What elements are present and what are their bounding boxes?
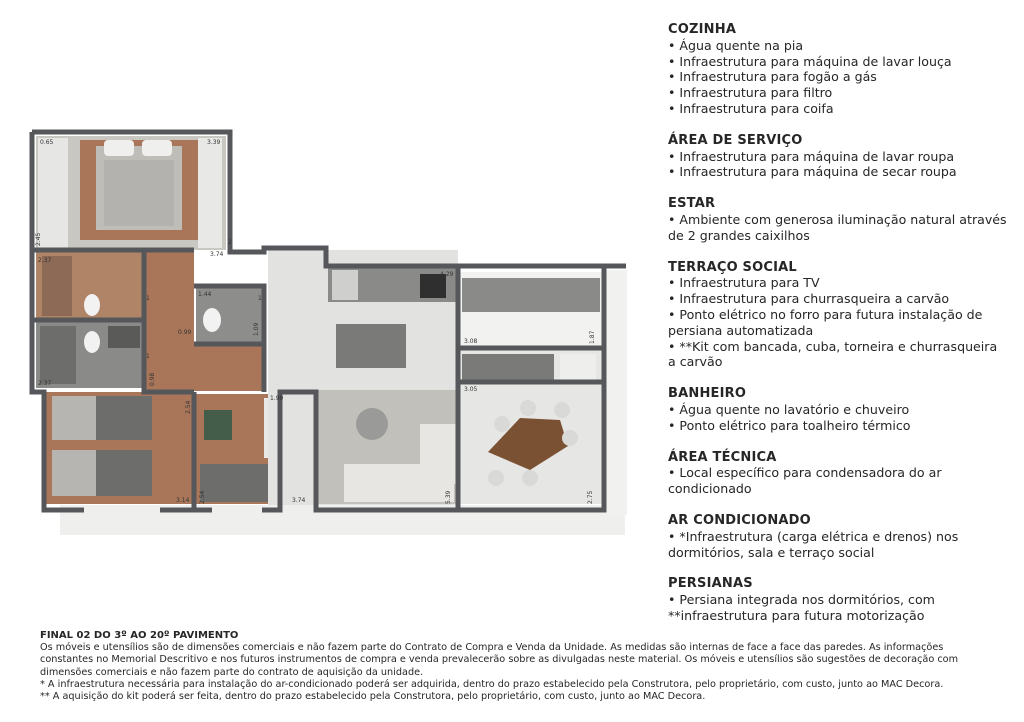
footer-title: FINAL 02 DO 3º AO 20º PAVIMENTO bbox=[40, 630, 239, 641]
section-title: COZINHA bbox=[668, 22, 737, 37]
feature-section bbox=[668, 260, 1008, 371]
section-title: ÁREA DE SERVIÇO bbox=[668, 132, 803, 148]
toilet-3 bbox=[203, 308, 221, 332]
floor-plan bbox=[0, 0, 640, 540]
feature-section bbox=[668, 513, 1008, 560]
section-title: ÁREA TÉCNICA bbox=[668, 449, 777, 465]
dim-label: 3.39 bbox=[207, 139, 221, 146]
toilet-2 bbox=[84, 331, 100, 353]
dim-label: 1.09 bbox=[253, 322, 260, 336]
dim-label: 2.54 bbox=[185, 400, 192, 414]
feature-item: • **Kit com bancada, cuba, torneira e churrasqueira a carvão bbox=[668, 338, 998, 370]
features-list bbox=[668, 22, 1008, 640]
bed-2b-blanket bbox=[96, 450, 152, 496]
pillow-left bbox=[104, 140, 134, 156]
feature-item: • Local específico para condensadora do ar condicionado bbox=[668, 465, 942, 497]
suite-bed-blanket bbox=[104, 160, 174, 226]
dim-label: 3.74 bbox=[292, 497, 306, 504]
chair-5 bbox=[522, 470, 538, 486]
chair-4 bbox=[562, 430, 578, 446]
chair-1 bbox=[494, 416, 510, 432]
coffee-table bbox=[356, 408, 388, 440]
dim-label: 3.08 bbox=[464, 338, 478, 345]
kitchen-island bbox=[336, 324, 406, 368]
footer-line: * A infraestrutura necessária para instalação do ar-condicionado poderá ser adquirida, dentro do prazo estabelecido pela Construtora, pelo proprietário, com custo, junto ao MAC Decora. bbox=[40, 678, 944, 690]
feature-item: • Persiana integrada nos dormitórios, com **infraestrutura para futura motorização bbox=[668, 592, 935, 623]
feature-item: • Ponto elétrico no forro para futura instalação de persiana automatizada bbox=[668, 306, 983, 338]
dim-label: 2 bbox=[228, 239, 232, 246]
bbq bbox=[560, 354, 596, 380]
footer-notes bbox=[40, 630, 1010, 703]
chair-2 bbox=[520, 400, 536, 416]
dim-label: 0.65 bbox=[40, 139, 54, 146]
feature-item: • Água quente na pia bbox=[668, 37, 804, 53]
dim-label: 3.05 bbox=[464, 386, 478, 393]
suite-closet bbox=[38, 138, 68, 258]
pillow-right bbox=[142, 140, 172, 156]
dim-label: 1.99 bbox=[270, 395, 284, 402]
dim-label: 0.98 bbox=[149, 372, 156, 386]
dim-label: 2.37 bbox=[38, 380, 52, 387]
dim-label: 2.54 bbox=[199, 490, 206, 504]
feature-section bbox=[668, 576, 1008, 623]
feature-item: • Infraestrutura para churrasqueira a carvão bbox=[668, 291, 950, 307]
desk-chair bbox=[204, 410, 232, 440]
feature-section bbox=[668, 450, 1008, 497]
toilet-1 bbox=[84, 294, 100, 316]
dim-label: 5.39 bbox=[445, 490, 452, 504]
feature-item: • Infraestrutura para máquina de lavar roupa bbox=[668, 148, 955, 164]
dim-label: 1.87 bbox=[589, 330, 596, 344]
dim-label: 4.29 bbox=[440, 271, 454, 278]
section-title: TERRAÇO SOCIAL bbox=[668, 259, 797, 275]
dim-label: 0.99 bbox=[178, 329, 192, 336]
footer-line: Os móveis e utensílios são de dimensões comerciais e não fazem parte do Contrato de Compra e Venda da Unidade. As medidas são internas de face a face das paredes. As informações bbox=[40, 642, 944, 654]
section-title: AR CONDICIONADO bbox=[668, 512, 811, 528]
feature-item: • Ponto elétrico para toalheiro térmico bbox=[668, 417, 911, 433]
dim-label: 1 bbox=[258, 295, 262, 302]
dim-label: 1.44 bbox=[198, 291, 212, 298]
section-title: ESTAR bbox=[668, 196, 716, 212]
feature-section bbox=[668, 133, 1008, 180]
section-title: PERSIANAS bbox=[668, 576, 753, 592]
feature-section bbox=[668, 22, 1008, 117]
feature-section bbox=[668, 386, 1008, 433]
service-counter bbox=[462, 278, 600, 312]
feature-item: • *Infraestrutura (carga elétrica e drenos) nos dormitórios, sala e terraço social bbox=[668, 528, 959, 560]
feature-section bbox=[668, 196, 1008, 243]
dim-label: 2.37 bbox=[38, 257, 52, 264]
hallway-lower bbox=[146, 345, 264, 391]
feature-item: • Infraestrutura para filtro bbox=[668, 85, 833, 101]
section-title: BANHEIRO bbox=[668, 386, 747, 402]
bed-2a-blanket bbox=[96, 396, 152, 440]
dim-label: 2.45 bbox=[35, 232, 42, 246]
footer-line: constantes no Memorial Descritivo e nos futuros instrumentos de compra e venda prevalecerão sobre as divulgadas neste material. Os móveis e utensílios são sugestões de decoração com bbox=[40, 654, 959, 666]
bathroom-2-shower bbox=[40, 326, 76, 384]
sink-2 bbox=[108, 326, 140, 348]
dim-label: 3.14 bbox=[176, 497, 190, 504]
feature-item: • Infraestrutura para fogão a gás bbox=[668, 69, 877, 85]
suite-wardrobe bbox=[198, 138, 222, 248]
feature-item: • Água quente no lavatório e chuveiro bbox=[668, 401, 910, 417]
footer-line: dimensões comerciais e não fazem parte do contrato de aquisição da unidade. bbox=[40, 666, 424, 678]
chair-6 bbox=[488, 470, 504, 486]
feature-item: • Ambiente com generosa iluminação natural através de 2 grandes caixilhos bbox=[668, 211, 1007, 243]
feature-item: • Infraestrutura para coifa bbox=[668, 100, 834, 116]
sofa-chaise bbox=[420, 424, 456, 484]
dim-label: 3.74 bbox=[210, 251, 224, 258]
bathroom-1-shower bbox=[42, 256, 72, 316]
feature-item: • Infraestrutura para máquina de secar roupa bbox=[668, 164, 957, 180]
dim-label: 1 bbox=[146, 295, 150, 302]
dim-label: 2.75 bbox=[587, 490, 594, 504]
dim-label: 1 bbox=[146, 353, 150, 360]
fridge bbox=[332, 270, 358, 300]
bed-3 bbox=[200, 464, 270, 502]
feature-item: • Infraestrutura para máquina de lavar louça bbox=[668, 53, 952, 69]
balcony-side bbox=[605, 270, 627, 515]
chair-3 bbox=[554, 402, 570, 418]
feature-item: • Infraestrutura para TV bbox=[668, 275, 820, 291]
bbq-counter bbox=[462, 354, 554, 380]
footer-line: ** A aquisição do kit poderá ser feita, dentro do prazo estabelecido pela Construtora, pelo proprietário, com custo, junto ao MAC Decora. bbox=[40, 691, 706, 703]
